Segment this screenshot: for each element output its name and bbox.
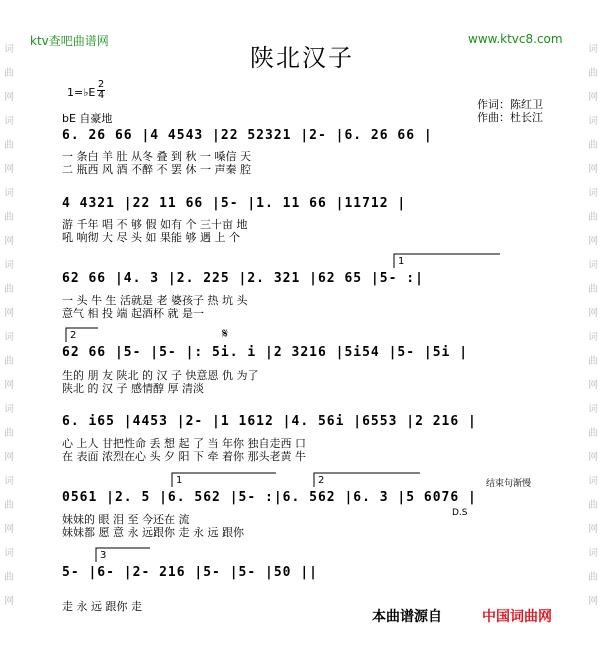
watermark-char: 曲 — [4, 140, 14, 151]
watermark-char: 网 — [4, 452, 14, 463]
score-row-5-notes: 6. i65 |4453 |2- |1 1612 |4. 56i |6553 |2 216 | — [62, 414, 477, 429]
watermark-char: 词 — [588, 548, 598, 559]
score-row-6-lyrics-1: 妹妹的 眼 泪 至 今还在 流 — [62, 513, 190, 526]
score-row-3-lyrics-1: 一 头 牛 生 活就是 老 婆孩子 热 坑 头 — [62, 294, 248, 307]
segno-sign: 𝄋 — [222, 326, 229, 342]
composer-credit: 作曲：杜长江 — [477, 111, 543, 124]
watermark-char: 网 — [4, 596, 14, 607]
watermark-char: 曲 — [4, 68, 14, 79]
footer-source: 本曲谱源自 — [372, 609, 442, 625]
watermark-char: 词 — [4, 548, 14, 559]
watermark-char: 网 — [588, 380, 598, 391]
watermark-char: 网 — [4, 236, 14, 247]
watermark-char: 词 — [4, 332, 14, 343]
volta-bracket-2a — [66, 328, 98, 342]
watermark-char: 网 — [4, 308, 14, 319]
volta-label-1a: 1 — [398, 256, 405, 267]
volta-bracket-3 — [96, 548, 150, 562]
volta-label-2b: 2 — [318, 475, 325, 486]
watermark-char: 曲 — [588, 68, 598, 79]
watermark-char: 曲 — [588, 356, 598, 367]
time-signature — [97, 80, 105, 101]
lyricist-credit: 作词：陈红卫 — [477, 98, 543, 111]
watermark-char: 曲 — [588, 212, 598, 223]
watermark-char: 网 — [4, 524, 14, 535]
time-signature-top: 2 — [97, 79, 105, 90]
watermark-column-left — [2, 40, 16, 616]
score-row-1-notes: 6. 26 66 |4 4543 |22 52321 |2- |6. 26 66 | — [62, 128, 433, 143]
watermark-char: 曲 — [588, 572, 598, 583]
score-row-2-notes: 4 4321 |22 11 66 |5- |1. 11 66 |11712 | — [62, 196, 407, 211]
score-row-4-notes: 62 66 |5- |5- |: 5i. i |2 3216 |5i54 |5- |5i | — [62, 345, 469, 360]
watermark-char: 网 — [588, 596, 598, 607]
score-row-6-notes: 0561 |2. 5 |6. 562 |5- :|6. 562 |6. 3 |5 6076 | — [62, 490, 477, 505]
watermark-char: 网 — [588, 164, 598, 175]
watermark-char: 曲 — [4, 572, 14, 583]
watermark-char: 词 — [588, 476, 598, 487]
watermark-column-right — [586, 40, 600, 616]
score-row-2-lyrics-2: 吼 响彻 大 尽 头 如 果能 够 遇 上 个 — [62, 231, 240, 244]
watermark-char: 曲 — [588, 428, 598, 439]
watermark-char: 词 — [588, 44, 598, 55]
watermark-char: 网 — [588, 236, 598, 247]
site-name-left: ktv查吧曲谱网 — [30, 34, 109, 48]
volta-bracket-1b — [172, 473, 276, 487]
score-row-2-lyrics-1: 游 千年 唱 不 够 假 如有 个 三十亩 地 — [62, 218, 248, 231]
score-row-5-lyrics-2: 在 表面 浓烈在心 头 夕 阳 下 牵 着你 那头老黄 牛 — [62, 450, 306, 463]
watermark-char: 网 — [588, 92, 598, 103]
volta-label-1b: 1 — [176, 475, 183, 486]
watermark-char: 曲 — [4, 212, 14, 223]
key-signature: 1=♭E — [67, 86, 96, 99]
watermark-char: 网 — [588, 524, 598, 535]
performance-style: bE 自豪地 — [62, 112, 113, 125]
ds-marker: D.S — [452, 508, 468, 518]
watermark-char: 曲 — [4, 284, 14, 295]
watermark-char: 词 — [4, 44, 14, 55]
watermark-char: 网 — [588, 308, 598, 319]
volta-bracket-2b — [314, 473, 420, 487]
song-title: 陕北汉子 — [250, 44, 354, 72]
ending-note: 结束句渐慢 — [486, 479, 532, 489]
watermark-char: 词 — [588, 404, 598, 415]
watermark-char: 曲 — [4, 356, 14, 367]
watermark-char: 词 — [4, 188, 14, 199]
watermark-char: 词 — [588, 116, 598, 127]
score-row-1-lyrics-2: 二 瓶西 风 酒 不醉 不 罢 休 一 声秦 腔 — [62, 163, 251, 176]
watermark-char: 词 — [4, 116, 14, 127]
watermark-char: 网 — [4, 164, 14, 175]
watermark-char: 曲 — [4, 500, 14, 511]
score-row-4-lyrics-2: 陕北 的 汉 子 感情醇 厚 清淡 — [62, 382, 204, 395]
site-url-right: www.ktvc8.com — [468, 32, 563, 46]
score-row-5-lyrics-1: 心 上人 甘把性命 丢 想 起 了 当 年你 独自走西 口 — [62, 437, 306, 450]
watermark-char: 词 — [588, 260, 598, 271]
watermark-char: 词 — [588, 188, 598, 199]
footer-brand: 中国词曲网 — [482, 609, 552, 625]
time-signature-bottom: 4 — [97, 90, 105, 101]
score-row-6-lyrics-2: 妹妹都 愿 意 永 远跟你 走 永 远 跟你 — [62, 526, 244, 539]
watermark-char: 网 — [4, 380, 14, 391]
score-row-1-lyrics-1: 一 条白 羊 肚 从冬 叠 到 秋 一 嗓信 天 — [62, 150, 251, 163]
watermark-char: 曲 — [588, 500, 598, 511]
score-row-3-lyrics-2: 意气 相 投 端 起酒杯 就 是一 — [62, 307, 204, 320]
watermark-char: 曲 — [588, 284, 598, 295]
watermark-char: 词 — [4, 476, 14, 487]
volta-label-2a: 2 — [70, 330, 77, 341]
score-row-7-notes: 5- |6- |2- 216 |5- |5- |50 || — [62, 565, 318, 580]
watermark-char: 词 — [4, 260, 14, 271]
score-row-4-lyrics-1: 生的 朋 友 陕北 的 汉 子 快意恩 仇 为了 — [62, 369, 259, 382]
score-row-3-notes: 62 66 |4. 3 |2. 225 |2. 321 |62 65 |5- :| — [62, 271, 424, 286]
volta-bracket-1a — [394, 254, 500, 268]
volta-label-3: 3 — [100, 550, 107, 561]
watermark-char: 网 — [4, 92, 14, 103]
watermark-char: 词 — [588, 332, 598, 343]
watermark-char: 词 — [4, 404, 14, 415]
score-row-7-lyrics-1: 走 永 远 跟你 走 — [62, 600, 142, 613]
watermark-char: 网 — [588, 452, 598, 463]
watermark-char: 曲 — [4, 428, 14, 439]
watermark-char: 曲 — [588, 140, 598, 151]
